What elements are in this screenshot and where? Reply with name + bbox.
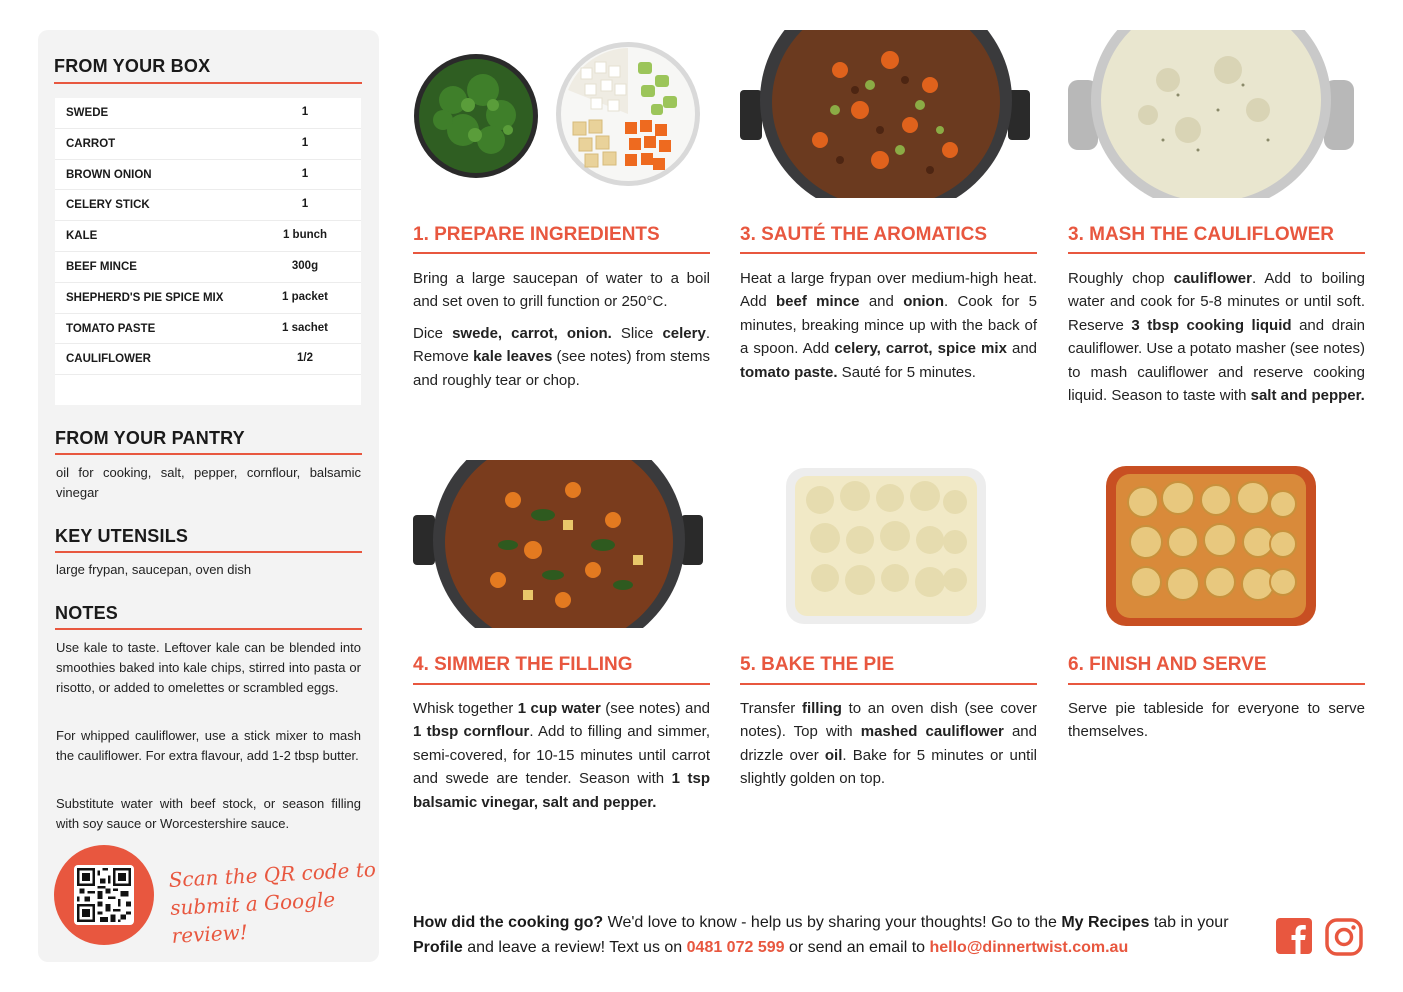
utensils-text: large frypan, saucepan, oven dish [56, 562, 252, 577]
ingredient-name: CARROT [66, 137, 116, 150]
ingredient-emphasis: 1 tbsp cornflour [413, 723, 530, 741]
divider [413, 683, 710, 685]
step-4-instructions [413, 697, 710, 814]
ingredient-emphasis: oil [824, 746, 843, 764]
instruction-text: Whisk together [413, 700, 518, 717]
instruction-text: (see notes) and [600, 700, 711, 717]
instruction-paragraph [1068, 267, 1365, 407]
simmering-filling-photo [413, 460, 709, 628]
divider [55, 551, 362, 553]
ingredient-emphasis: celery [662, 324, 706, 342]
divider [740, 683, 1037, 685]
instruction-text: Heat a large frypan over medium-high heat. Add [740, 270, 1037, 311]
qr-code-badge[interactable] [54, 845, 154, 945]
pantry-text: oil for cooking, salt, pepper, cornflour, balsamic vinegar [56, 465, 361, 500]
ingredient-name: BROWN ONION [66, 168, 152, 181]
step-2-title: 3. SAUTÉ THE AROMATICS [740, 224, 988, 245]
table-row [55, 314, 361, 345]
instruction-text: Serve pie tableside for everyone to serve themselves. [1068, 700, 1365, 741]
from-your-pantry-heading: FROM YOUR PANTRY [55, 428, 245, 448]
ingredient-emphasis: 1 tsp balsamic vinegar, salt and pepper. [413, 770, 710, 811]
ingredient-name: CAULIFLOWER [66, 353, 151, 366]
table-row [55, 283, 361, 314]
instruction-text: Bring a large saucepan of water to a boil and set oven to grill function or 250°C. [413, 270, 710, 311]
key-utensils-heading: KEY UTENSILS [55, 526, 189, 546]
ingredient-name: TOMATO PASTE [66, 322, 156, 335]
step-1-instructions [413, 267, 710, 392]
instruction-text: Dice [413, 324, 453, 342]
step-3-instructions [1068, 267, 1365, 407]
baked-pie-photo [1068, 460, 1364, 628]
ingredient-emphasis: celery, carrot, spice mix [834, 340, 1007, 358]
instruction-paragraph [740, 697, 1037, 791]
ingredient-name: KALE [66, 230, 98, 243]
ingredient-name: BEEF MINCE [66, 260, 137, 273]
divider [1068, 252, 1365, 254]
ingredient-emphasis: filling [801, 700, 842, 717]
instruction-paragraph [413, 322, 710, 392]
ingredient-quantity: 1 [301, 198, 309, 211]
note-1: Use kale to taste. Leftover kale can be blended into smoothies baked into kale chips, stirred into pasta or risotto, or added to omelettes or scrambled eggs. [56, 640, 361, 695]
instruction-text: and drain cauliflower. Use a potato masher (see notes) to mash cauliflower and reserve cooking liquid. Season to taste with [1068, 316, 1365, 405]
instagram-icon[interactable] [1325, 918, 1363, 956]
divider [1068, 683, 1365, 685]
ingredient-quantity: 1 sachet [281, 321, 329, 334]
instruction-text: . Remove [413, 324, 710, 366]
instruction-text: . Add to filling and simmer, semi-covered, for 10-15 minutes until carrot and swede are tender. Season with [413, 723, 711, 788]
ingredient-emphasis: kale leaves [473, 348, 553, 366]
phone-number-link[interactable]: 0481 072 599 [686, 939, 785, 956]
box-ingredients-table [55, 98, 361, 405]
qr-caption-line-2: submit a Google review! [169, 887, 336, 948]
footer-text: My Recipes [1061, 914, 1150, 931]
step-5-title: 5. BAKE THE PIE [740, 654, 895, 675]
unbaked-pie-dish-photo [740, 460, 1036, 628]
ingredient-name: CELERY STICK [66, 199, 150, 212]
ingredient-quantity: 1/2 [297, 352, 313, 365]
qr-code-icon[interactable] [74, 865, 134, 925]
instruction-text: and drizzle over [740, 723, 1037, 764]
ingredient-quantity: 1 bunch [282, 229, 328, 242]
divider [740, 252, 1037, 254]
instruction-paragraph [413, 697, 710, 814]
step-3-title: 3. MASH THE CAULIFLOWER [1068, 224, 1334, 245]
footer-text: and leave a review! Text us on [462, 939, 687, 956]
ingredient-emphasis: tomato paste. [740, 363, 838, 381]
ingredient-name: SWEDE [66, 107, 109, 119]
footer-text: or send an email to [784, 939, 930, 956]
instruction-text: . Cook for 5 minutes, breaking mince up with the back of a spoon. Add [740, 293, 1037, 358]
step-6-title: 6. FINISH AND SERVE [1068, 654, 1267, 675]
table-row [55, 98, 361, 129]
instruction-text: and [859, 293, 904, 311]
instruction-text: . Add to boiling water and cook for 5-8 minutes or until soft. Reserve [1068, 270, 1365, 334]
divider [54, 82, 362, 84]
ingredient-emphasis: onion [903, 293, 945, 311]
email-link[interactable]: hello@dinnertwist.com.au [929, 939, 1129, 956]
ingredient-quantity: 1 [301, 167, 309, 180]
footer-text: How did the cooking go? [413, 914, 604, 931]
ingredient-emphasis: salt and pepper. [1250, 387, 1365, 405]
mashed-cauliflower-pot-photo [1068, 30, 1364, 198]
instruction-text: Sauté for 5 minutes. [837, 363, 976, 381]
ingredient-name: SHEPHERD'S PIE SPICE MIX [66, 291, 224, 304]
step-6-instructions [1068, 697, 1365, 744]
instruction-text: to an oven dish (see cover notes). Top with [740, 700, 1037, 741]
instruction-text: Roughly chop [1068, 270, 1174, 287]
footer-text: Profile [413, 939, 463, 956]
step-5-instructions [740, 697, 1037, 791]
ingredient-emphasis: cauliflower [1173, 270, 1252, 287]
table-row [55, 160, 361, 191]
step-4-title: 4. SIMMER THE FILLING [413, 654, 633, 675]
frypan-mince-photo [740, 30, 1036, 198]
ingredient-emphasis: swede, carrot, onion. [452, 324, 612, 342]
instruction-paragraph [740, 267, 1037, 384]
instruction-text: and [1006, 340, 1038, 358]
prepared-vegetables-photo [413, 30, 709, 198]
instruction-text: Slice [611, 324, 663, 342]
qr-review-caption [168, 855, 383, 950]
instruction-paragraph [413, 267, 710, 314]
footer-text: tab in your [1149, 914, 1229, 931]
table-row [55, 190, 361, 221]
note-3: Substitute water with beef stock, or season filling with soy sauce or Worcestershire sauce. [56, 796, 361, 831]
ingredient-quantity: 1 packet [281, 290, 329, 303]
review-footer-text [413, 910, 1263, 960]
divider [413, 252, 710, 254]
ingredient-emphasis: beef mince [776, 293, 860, 311]
step-1-title: 1. PREPARE INGREDIENTS [413, 224, 660, 245]
table-row [55, 252, 361, 283]
ingredient-emphasis: 3 tbsp cooking liquid [1131, 316, 1292, 334]
note-2: For whipped cauliflower, use a stick mixer to mash the cauliflower. For extra flavour, add 1-2 tbsp butter. [56, 728, 361, 763]
instruction-text: Transfer [740, 700, 802, 717]
ingredient-emphasis: 1 cup water [517, 700, 601, 717]
divider [55, 628, 362, 630]
step-2-instructions [740, 267, 1037, 384]
qr-caption-line-1: Scan the QR code to [168, 857, 377, 892]
table-row [55, 344, 361, 375]
divider [55, 453, 362, 455]
instruction-text: (see notes) from stems and roughly tear or chop. [413, 348, 711, 389]
ingredients-sidebar [38, 30, 379, 962]
ingredient-quantity: 1 [301, 106, 309, 118]
from-your-box-heading: FROM YOUR BOX [54, 56, 211, 76]
facebook-icon[interactable] [1276, 918, 1314, 956]
table-row [55, 129, 361, 160]
instruction-text: . Bake for 5 minutes or until slightly golden on top. [740, 746, 1037, 788]
instruction-paragraph [1068, 697, 1365, 744]
footer-text: We'd love to know - help us by sharing your thoughts! Go to the [603, 914, 1062, 931]
notes-heading: NOTES [55, 603, 119, 623]
ingredient-quantity: 1 [301, 136, 309, 149]
table-row [55, 221, 361, 252]
ingredient-quantity: 300g [291, 259, 319, 272]
ingredient-emphasis: mashed cauliflower [860, 723, 1004, 741]
